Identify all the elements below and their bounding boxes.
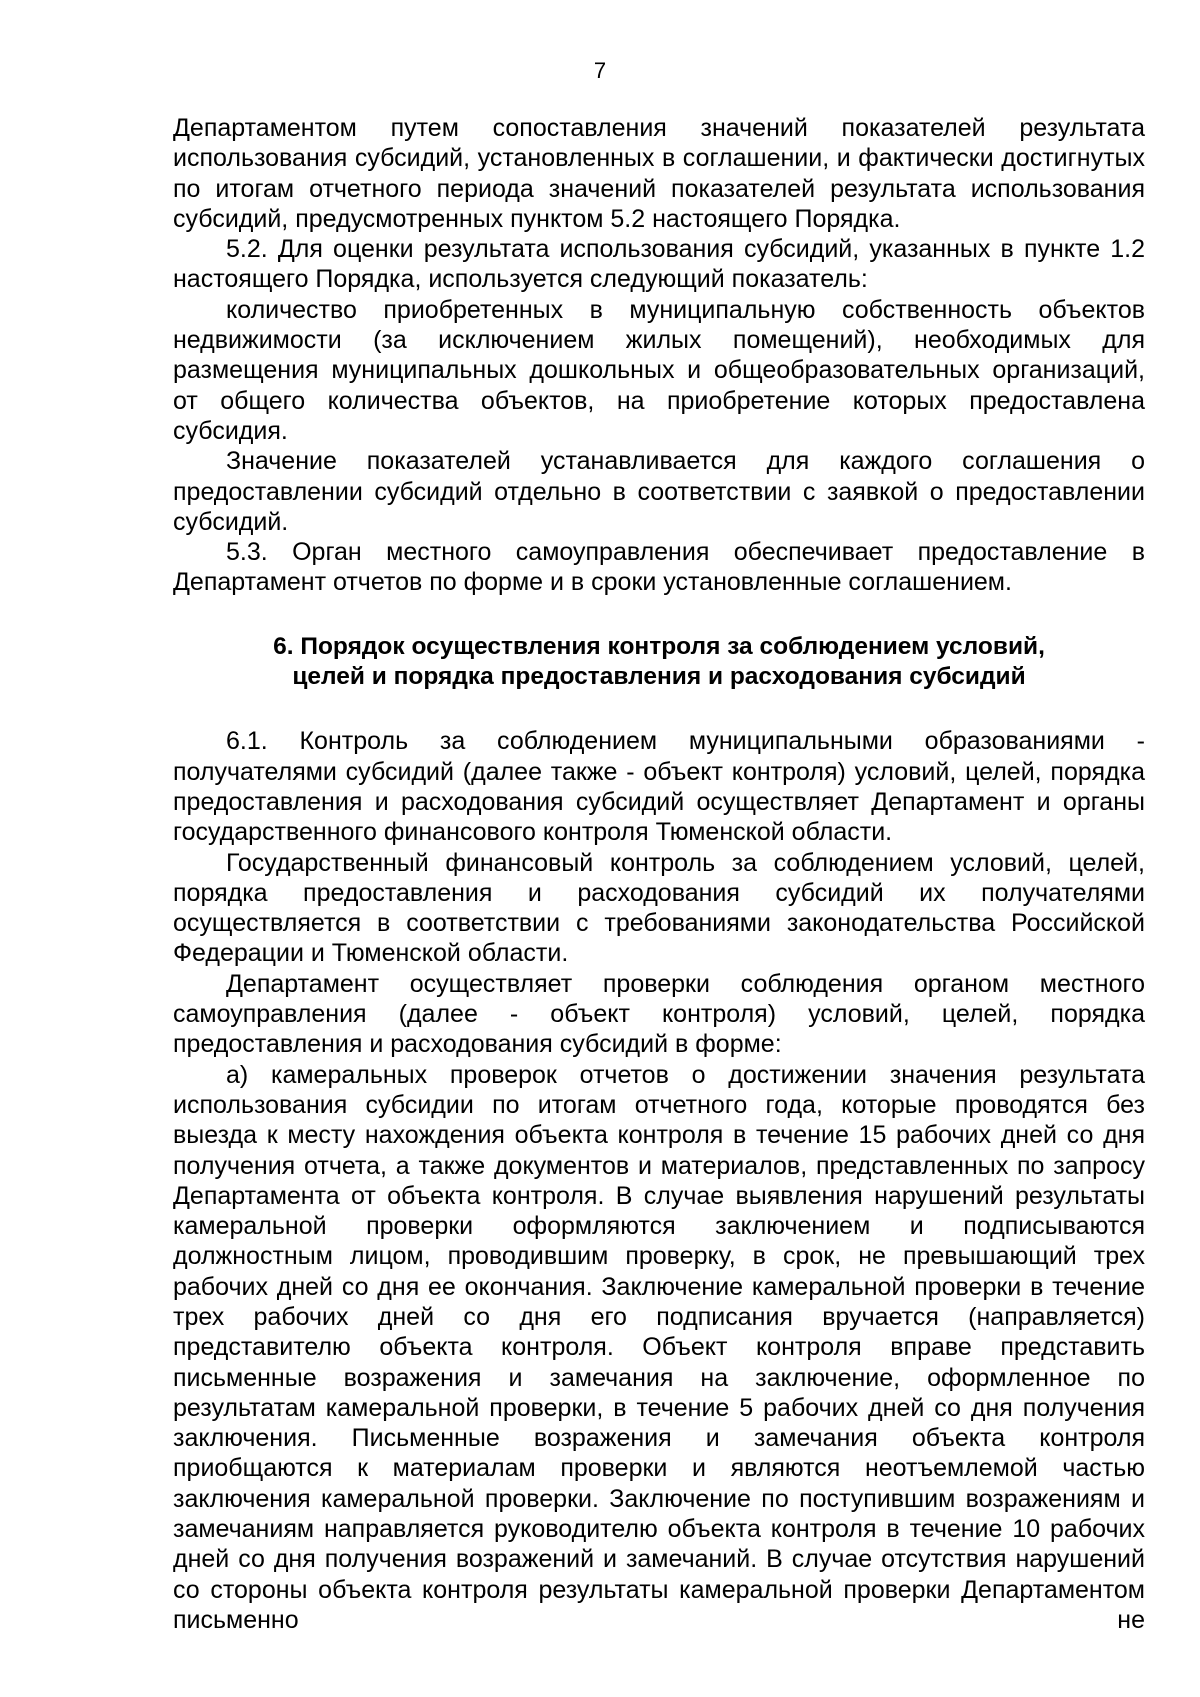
section-6-heading-line-1: 6. Порядок осуществления контроля за соблюдением условий, bbox=[273, 632, 1045, 660]
paragraph-5-3: 5.3. Орган местного самоуправления обеспечивает предоставление в Департамент отчетов по форме и в сроки установленные соглашением. bbox=[173, 538, 1145, 597]
paragraph-desk-audits: а) камеральных проверок отчетов о достижении значения результата использования субсидии по итогам отчетного года, которые проводятся без выезда к месту нахождения объекта контроля в течение 15 рабочих дней со дня получения отчета, а также документов и материалов, представленных по запросу Департамента от объекта контроля. В случае выявления нарушений результаты камеральной проверки оформляются заключением и подписываются должностным лицом, проводившим проверку, в срок, не превышающий трех рабочих дней со дня ее окончания. Заключение камеральной проверки в течение трех рабочих дней со дня его подписания вручается (направляется) представителю объекта контроля. Объект контроля вправе представить письменные возражения и замечания на заключение, оформленное по результатам камеральной проверки, в течение 5 рабочих дней со дня получения заключения. Письменные возражения и замечания объекта контроля приобщаются к материалам проверки и являются неотъемлемой частью заключения камеральной проверки. Заключение по поступившим возражениям и замечаниям направляется руководителю объекта контроля в течение 10 рабочих дней со дня получения возражений и замечаний. В случае отсутствия нарушений со стороны объекта контроля результаты камеральной проверки Департаментом письменно не bbox=[173, 1060, 1145, 1634]
paragraph-6-1: 6.1. Контроль за соблюдением муниципальными образованиями - получателями субсидий (далее также - объект контроля) условий, целей, порядка предоставления и расходования субсидий осуществляет Департамент и органы государственного финансового контроля Тюменской области. bbox=[173, 727, 1145, 847]
section-6-heading-line-2: целей и порядка предоставления и расходования субсидий bbox=[292, 663, 1026, 691]
page-number: 7 bbox=[593, 58, 607, 83]
paragraph-department-checks: Департамент осуществляет проверки соблюдения органом местного самоуправления (далее - объект контроля) условий, целей, порядка предоставления и расходования субсидий в форме: bbox=[173, 969, 1145, 1059]
paragraph-indicator-value: Значение показателей устанавливается для каждого соглашения о предоставлении субсидий отдельно в соответствии с заявкой о предоставлении субсидий. bbox=[173, 447, 1145, 536]
section-6-heading bbox=[173, 632, 1145, 693]
paragraph-indicator: количество приобретенных в муниципальную собственность объектов недвижимости (за исключением жилых помещений), необходимых для размещения муниципальных дошкольных и общеобразовательных организаций, от общего количества объектов, на приобретение которых предоставлена субсидия. bbox=[173, 295, 1145, 445]
paragraph-continuation: Департаментом путем сопоставления значений показателей результата использования субсидий, установленных в соглашении, и фактически достигнутых по итогам отчетного периода значений показателей результата использования субсидий, предусмотренных пунктом 5.2 настоящего Порядка. bbox=[173, 114, 1145, 233]
paragraph-5-2: 5.2. Для оценки результата использования субсидий, указанных в пункте 1.2 настоящего Порядка, используется следующий показатель: bbox=[173, 235, 1145, 294]
paragraph-state-financial-control: Государственный финансовый контроль за соблюдением условий, целей, порядка предоставления и расходования субсидий их получателями осуществляется в соответствии с требованиями законодательства Российской Федерации и Тюменской области. bbox=[173, 848, 1145, 968]
document-body bbox=[173, 113, 1145, 1635]
